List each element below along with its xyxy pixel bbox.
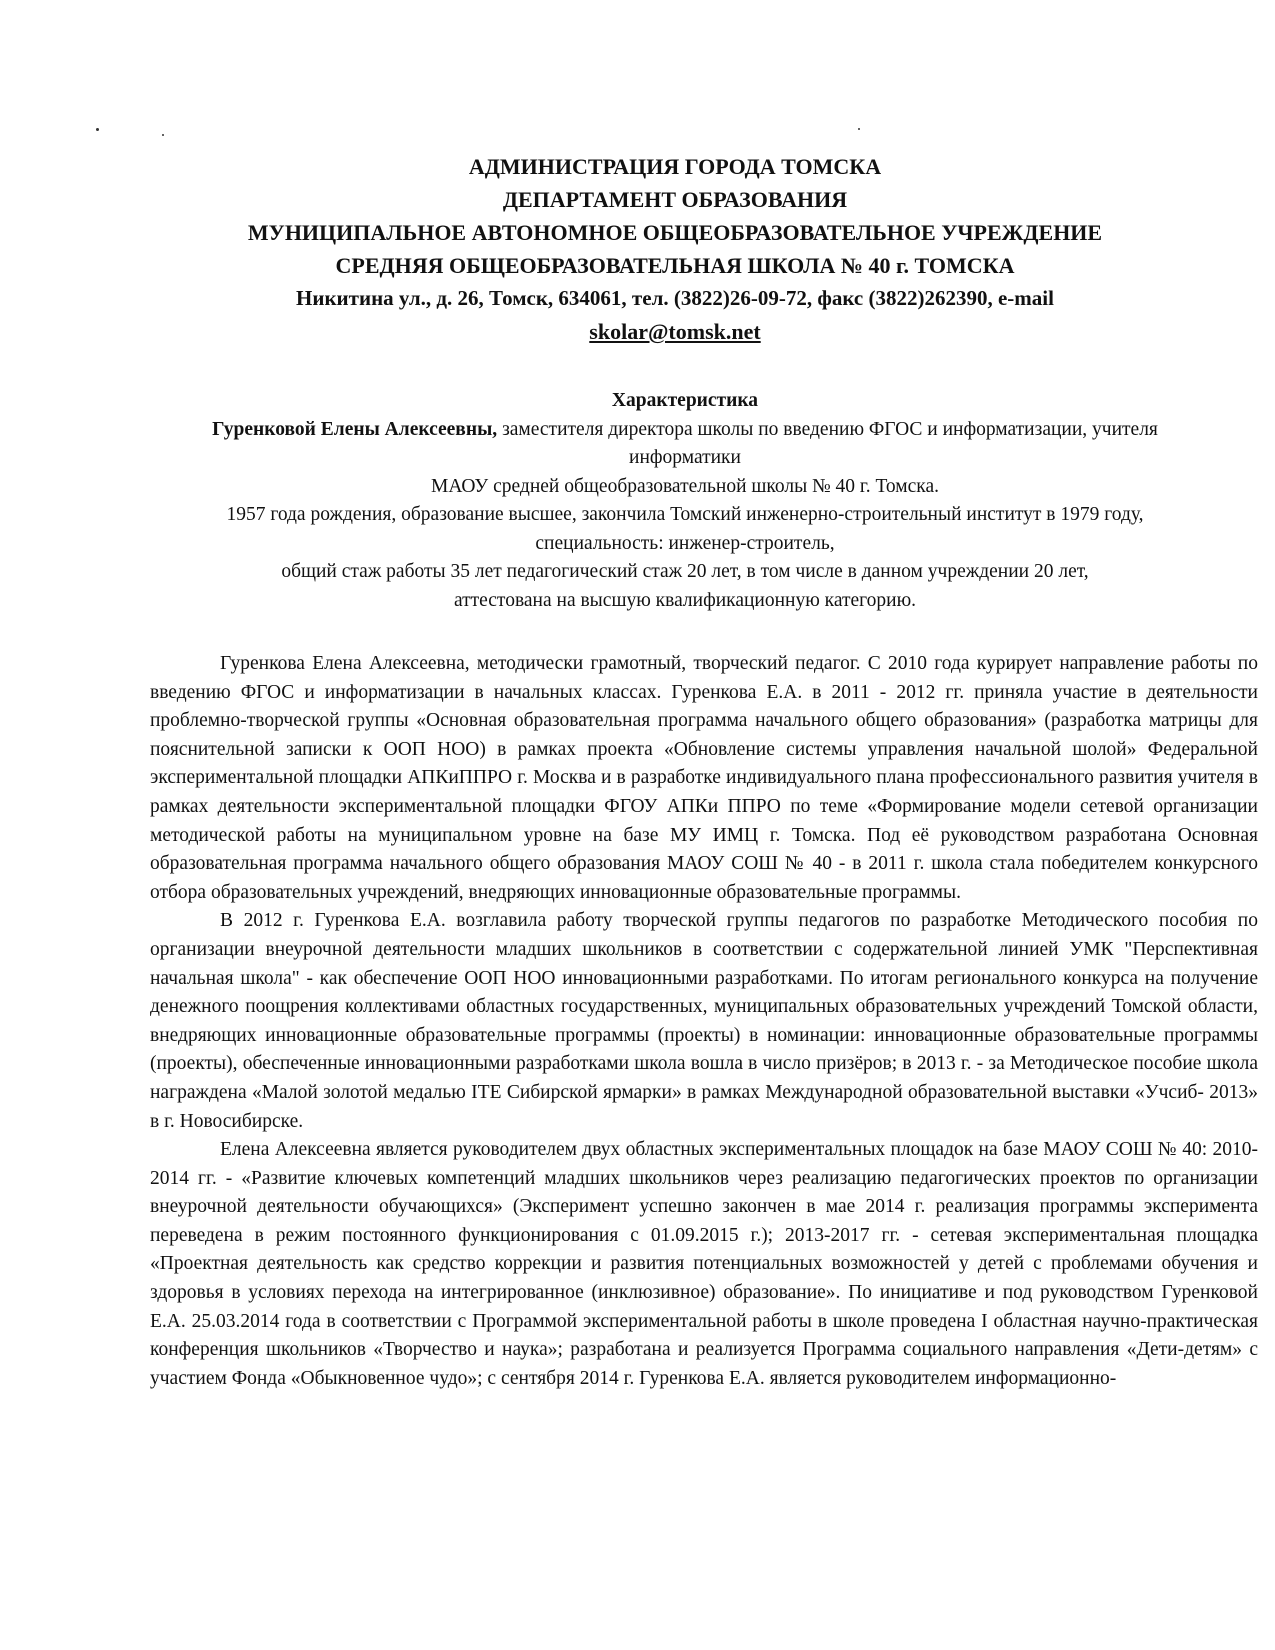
school-name: СРЕДНЯЯ ОБЩЕОБРАЗОВАТЕЛЬНАЯ ШКОЛА № 40 г. ТОМСКА	[335, 253, 1015, 278]
department-title: ДЕПАРТАМЕНТ ОБРАЗОВАНИЯ	[502, 187, 848, 212]
letterhead	[150, 150, 1200, 348]
person-line	[160, 416, 1210, 473]
school-address: Никитина ул., д. 26, Томск, 634061, тел. (3822)26-09-72, факс (3822)262390, e-mail	[296, 286, 1054, 310]
institution-type: МУНИЦИПАЛЬНОЕ АВТОНОМНОЕ ОБЩЕОБРАЗОВАТЕЛЬНОЕ УЧРЕЖДЕНИЕ	[247, 220, 1103, 245]
scan-speck	[96, 128, 99, 131]
paragraph-2: В 2012 г. Гуренкова Е.А. возглавила работу творческой группы педагогов по разработке Методического пособия по организации внеурочной деятельности младших школьников в соответствии с содержательной линией УМК "Перспективная начальная школа" - как обеспечение ООП НОО инновационными разработками. По итогам регионального конкурса на получение денежного поощрения коллективами областных государственных, муниципальных образовательных учреждений Томской области, внедряющих инновационные образовательные программы (проекты) в номинации: инновационные образовательные программы (проекты), обеспеченные инновационными разработками школа вошла в число призёров; в 2013 г. - за Методическое пособие школа награждена «Малой золотой медалью ITE Сибирской ярмарки» в рамках Международной образовательной выставки «Учсиб- 2013» в г. Новосибирске.	[150, 910, 1258, 1132]
subject-block	[160, 387, 1210, 615]
paragraph-3: Елена Алексеевна является руководителем двух областных экспериментальных площадок на базе МАОУ СОШ № 40: 2010-2014 гг. - «Развитие ключевых компетенций младших школьников через реализацию педагогических проектов по организации внеурочной деятельности обучающихся» (Эксперимент успешно закончен в мае 2014 г. реализация программы эксперимента переведена в режим постоянного функционирования с 01.09.2015 г.); 2013-2017 гг. - сетевая экспериментальная площадка «Проектная деятельность как средство коррекции и развития потенциальных возможностей у детей с проблемами обучения и здоровья в условиях перехода на интегрированное (инклюзивное) образование». По инициативе и под руководством Гуренковой Е.А. 25.03.2014 года в соответствии с Программой экспериментальной работы в школе проведена I областная научно-практическая конференция школьников «Творчество и наука»; разработана и реализуется Программа социального направления «Дети-детям» с участием Фонда «Обыкновенное чудо»; с сентября 2014 г. Гуренкова Е.А. является руководителем информационно-	[150, 1139, 1258, 1389]
scan-speck	[162, 134, 164, 136]
document-title: Характеристика	[611, 390, 759, 411]
school-line: МАОУ средней общеобразовательной школы № 40 г. Томска.	[430, 475, 940, 497]
administration-title: АДМИНИСТРАЦИЯ ГОРОДА ТОМСКА	[468, 154, 882, 179]
person-position: заместителя директора школы по введению ФГОС и информатизации, учителя информатики	[497, 418, 1158, 468]
experience-line: общий стаж работы 35 лет педагогический стаж 20 лет, в том числе в данном учреждении 20 лет,	[281, 561, 1089, 582]
scan-speck	[858, 128, 860, 130]
education-line: 1957 года рождения, образование высшее, закончила Томский инженерно-строительный институт в 1979 году, специальность: инженер-строитель,	[226, 504, 1144, 554]
person-name: Гуренковой Елены Алексеевны,	[212, 418, 498, 440]
characteristic-body	[150, 650, 1258, 1393]
paragraph-1: Гуренкова Елена Алексеевна, методически грамотный, творческий педагог. С 2010 года курирует направление работы по введению ФГОС и информатизации в начальных классах. Гуренкова Е.А. в 2011 - 2012 гг. приняла участие в деятельности проблемно-творческой группы «Основная образовательная программа начального общего образования» (разработка матрицы для пояснительной записки к ООП НОО) в рамках проекта «Обновление системы управления начальной шолой» Федеральной экспериментальной площадки АПКиППРО г. Москва и в разработке индивидуального плана профессионального развития учителя в рамках деятельности экспериментальной площадки ФГОУ АПКи ППРО по теме «Формирование модели сетевой организации методической работы на муниципальном уровне на базе МУ ИМЦ г. Томска. Под её руководством разработана Основная образовательная программа начального общего образования МАОУ СОШ № 40 - в 2011 г. школа стала победителем конкурсного отбора образовательных учреждений, внедряющих инновационные образовательные программы.	[150, 653, 1258, 903]
attestation-line: аттестована на высшую квалификационную категорию.	[453, 589, 917, 611]
email-row	[150, 315, 1200, 348]
email-link[interactable]: skolar@tomsk.net	[589, 319, 761, 344]
